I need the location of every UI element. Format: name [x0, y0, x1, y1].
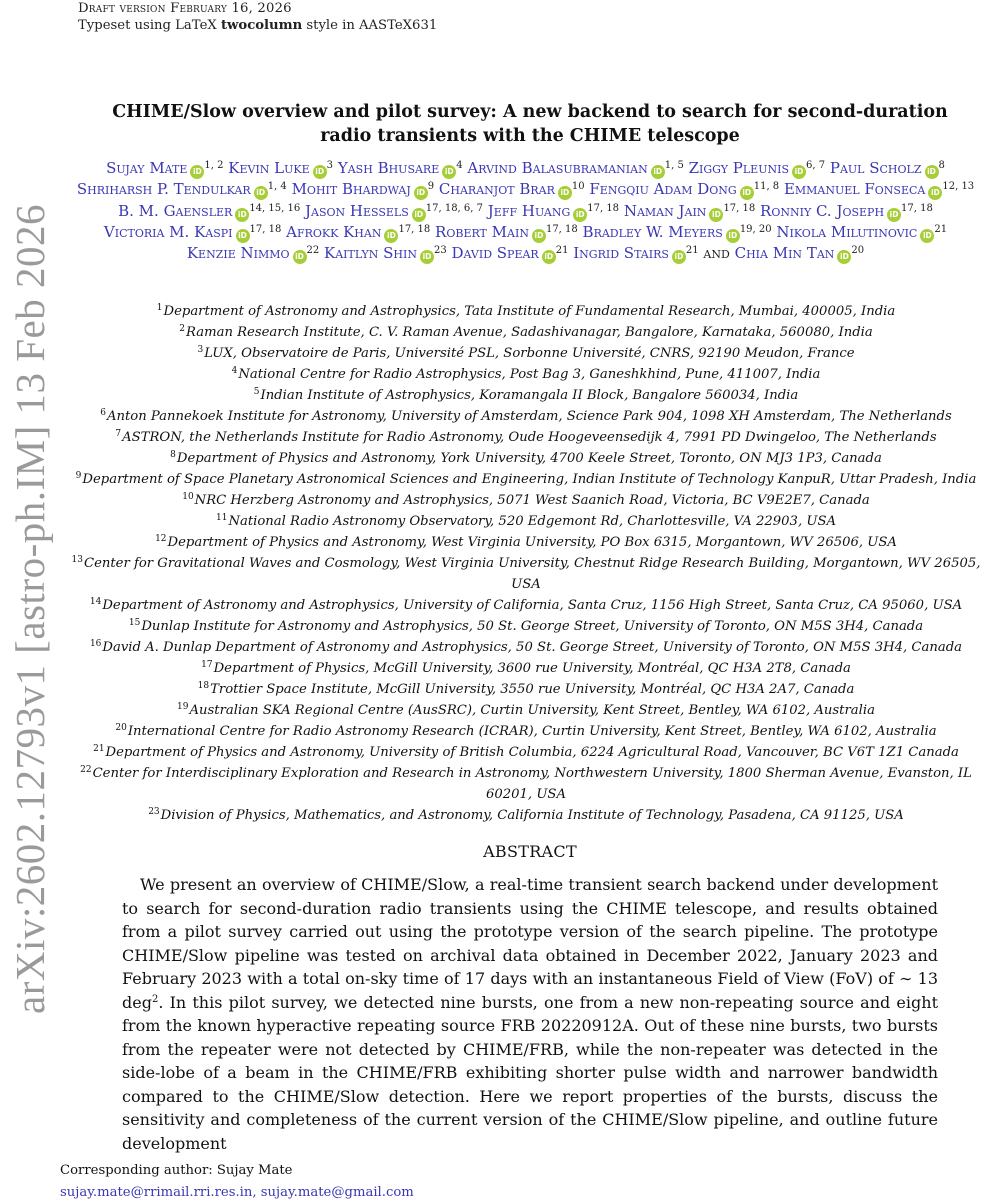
affiliation-text: Indian Institute of Astrophysics, Koramangala II Block, Bangalore 560034, India: [260, 388, 799, 403]
author-name[interactable]: Chia Min Tan: [734, 244, 835, 263]
author-affil-numbers: 8: [938, 160, 945, 171]
orcid-icon[interactable]: iD: [726, 229, 740, 243]
affiliation: [60, 721, 992, 742]
orcid-icon[interactable]: iD: [558, 186, 572, 200]
author[interactable]: [228, 159, 333, 177]
author[interactable]: [104, 223, 281, 241]
author-affil-numbers: 19, 20: [739, 223, 772, 235]
affiliation: [60, 805, 992, 826]
author[interactable]: [305, 202, 483, 220]
footnote: [60, 1160, 414, 1204]
affiliation-text: Dunlap Institute for Astronomy and Astrophysics, 50 St. George Street, University of Toronto, ON M5S 3H4, Canada: [141, 619, 924, 634]
orcid-icon[interactable]: iD: [837, 250, 851, 264]
affiliation-number: 2: [179, 324, 185, 334]
affiliation-number: 12: [155, 534, 167, 544]
orcid-icon[interactable]: iD: [442, 165, 456, 179]
author-name[interactable]: Jason Hessels: [304, 201, 409, 220]
affiliation-list: [60, 301, 992, 826]
author-affil-numbers: 12, 13: [942, 181, 975, 193]
author-name[interactable]: Sujay Mate: [106, 159, 188, 177]
affiliation-number: 9: [75, 471, 82, 481]
affiliation: [60, 532, 992, 553]
author-affil-numbers: 17, 18: [723, 202, 756, 214]
affiliation: [60, 763, 992, 805]
affiliation: [60, 427, 992, 448]
orcid-icon[interactable]: iD: [313, 165, 327, 179]
author-name[interactable]: Ingrid Stairs: [573, 244, 669, 263]
affiliation: [60, 301, 992, 322]
affiliation-text: Department of Physics and Astronomy, West Virginia University, PO Box 6315, Morgantown, WV 26506, USA: [167, 535, 897, 550]
author-name[interactable]: Mohit Bhardwaj: [291, 180, 411, 199]
abstract-superscript: 2: [151, 993, 159, 1005]
author-name[interactable]: Paul Scholz: [829, 159, 922, 177]
typeset-prefix: Typeset using: [78, 18, 176, 33]
author[interactable]: [488, 202, 619, 220]
paper-title: CHIME/Slow overview and pilot survey: A new backend to search for second-duration radio transients with the CHIME telescope: [112, 102, 948, 146]
author-name[interactable]: Robert Main: [435, 222, 529, 241]
arxiv-stamp-text[interactable]: arXiv:2602.12793v1 [astro-ph.IM] 13 Feb 2026: [7, 203, 53, 1014]
affiliation-text: David A. Dunlap Department of Astronomy and Astrophysics, 50 St. George Street, University of Toronto, ON M5S 3H4, Canada: [102, 640, 963, 655]
affiliation: [60, 553, 992, 595]
affiliation-text: National Radio Astronomy Observatory, 520 Edgemont Rd, Charlottesville, VA 22903, USA: [228, 514, 837, 529]
author[interactable]: [77, 180, 287, 198]
affiliation-text: Department of Astronomy and Astrophysics, University of California, Santa Cruz, 1156 High Street, Santa Cruz, CA 95060, USA: [102, 598, 963, 613]
author-affil-numbers: 11, 8: [753, 181, 780, 193]
author-affil-numbers: 17, 18: [249, 223, 282, 235]
orcid-icon[interactable]: iD: [235, 208, 249, 222]
author[interactable]: [830, 159, 945, 177]
affiliation: [60, 469, 992, 490]
author-name[interactable]: Emmanuel Fonseca: [783, 180, 926, 199]
author-affil-numbers: 17, 18, 6, 7: [425, 202, 483, 214]
orcid-icon[interactable]: iD: [887, 208, 901, 222]
author-affil-numbers: 6, 7: [805, 160, 826, 171]
orcid-icon[interactable]: iD: [542, 250, 556, 264]
affiliation-text: NRC Herzberg Astronomy and Astrophysics, 5071 West Saanich Road, Victoria, BC V9E2E7, Canada: [194, 493, 870, 508]
affiliation-number: 16: [89, 639, 102, 649]
author-name[interactable]: Kevin Luke: [228, 159, 310, 177]
author-name[interactable]: Arvind Balasubramanian: [467, 159, 648, 177]
affiliation-text: Department of Astronomy and Astrophysics, Tata Institute of Fundamental Research, Mumbai, 400005, India: [163, 304, 896, 319]
author[interactable]: [286, 223, 430, 241]
typeset-bold: twocolumn: [220, 18, 303, 33]
author-affil-numbers: 1, 2: [204, 160, 224, 171]
author-name[interactable]: David Spear: [451, 244, 539, 263]
author[interactable]: [118, 202, 300, 220]
affiliation: [60, 448, 992, 469]
latex-word: LaTeX: [175, 18, 217, 33]
affiliation-text: Center for Interdisciplinary Exploration and Research in Astronomy, Northwestern University, 1800 Sherman Avenue, Evanston, IL 60201, USA: [92, 766, 972, 802]
abstract-heading: ABSTRACT: [483, 842, 577, 861]
affiliation-text: Division of Physics, Mathematics, and Astronomy, California Institute of Technology, Pasadena, CA 91125, USA: [160, 808, 904, 823]
author[interactable]: [292, 180, 435, 198]
author[interactable]: [324, 244, 447, 262]
affiliation-number: 10: [182, 492, 194, 502]
author[interactable]: [583, 223, 772, 241]
affiliation-number: 22: [80, 765, 92, 775]
affiliation: [60, 322, 992, 343]
author-name[interactable]: Ziggy Pleunis: [688, 159, 789, 177]
author-affil-numbers: 3: [326, 160, 334, 171]
affiliation-text: Australian SKA Regional Centre (AusSRC), Curtin University, Kent Street, Bentley, WA 6102, Australia: [189, 703, 875, 718]
affiliation-number: 4: [231, 366, 238, 376]
affiliation-text: International Centre for Radio Astronomy Research (ICRAR), Curtin University, Kent Street, Bentley, WA 6102, Australia: [127, 724, 937, 739]
orcid-icon[interactable]: iD: [925, 165, 939, 179]
affiliation: [60, 658, 992, 679]
author[interactable]: [689, 159, 825, 177]
abstract-text-2: . In this pilot survey, we detected nine bursts, one from a new non-repeating source and eight from the known hyperactive repeating source FRB 20220912A. Out of these nine bursts, two bursts from the repeater were not detected by CHIME/FRB, while the non-repeater was detected in the side-lobe of a beam in the CHIME/FRB exhibiting shorter pulse width and narrower bandwidth compared to the CHIME/Slow detection. Here we report properties of the bursts, discuss the sensitivity and completeness of the current version of the CHIME/Slow pipeline, and outline future development: [122, 992, 938, 1153]
author[interactable]: [589, 180, 779, 198]
author-name[interactable]: Bradley W. Meyers: [582, 222, 723, 241]
affiliation: [60, 616, 992, 637]
author[interactable]: [573, 244, 698, 262]
author-affil-numbers: 10: [571, 181, 585, 193]
orcid-icon[interactable]: iD: [190, 165, 204, 179]
author-affil-numbers: 21: [685, 245, 699, 257]
author-list: [58, 158, 993, 264]
orcid-icon[interactable]: iD: [792, 165, 806, 179]
orcid-icon[interactable]: iD: [414, 186, 428, 200]
abstract-text-1: We present an overview of CHIME/Slow, a real-time transient search backend under development to search for second-duration radio transients using the CHIME telescope, and results obtained from a pilot survey carried out using the prototype version of the search pipeline. The prototype CHIME/Slow pipeline was tested on archival data obtained in December 2022, January 2023 and February 2023 with a total on-sky time of 17 days with an instantaneous Field of View (FoV) of ∼ 13 deg: [122, 875, 938, 1012]
corresponding-author: Corresponding author: Sujay Mate: [60, 1163, 293, 1178]
author[interactable]: [451, 244, 568, 262]
typeset-suffix: style in AASTeX631: [302, 18, 438, 33]
author[interactable]: [624, 202, 755, 220]
affiliation-number: 20: [115, 723, 127, 733]
affiliation: [60, 511, 992, 532]
author-affil-numbers: 22: [306, 245, 320, 257]
affiliation-number: 3: [197, 345, 204, 355]
orcid-icon[interactable]: iD: [384, 229, 398, 243]
author-name[interactable]: Kenzie Nimmo: [186, 244, 290, 263]
affiliation: [60, 406, 992, 427]
affiliation-number: 14: [89, 597, 102, 607]
affiliation: [60, 343, 992, 364]
author[interactable]: [106, 159, 223, 177]
orcid-icon[interactable]: iD: [709, 208, 723, 222]
author-name[interactable]: Naman Jain: [623, 201, 707, 220]
author-name[interactable]: Charanjot Brar: [438, 180, 555, 199]
affiliation-number: 1: [156, 303, 163, 313]
affiliation: [60, 679, 992, 700]
author[interactable]: [187, 244, 319, 262]
affiliation-text: Department of Physics and Astronomy, University of British Columbia, 6224 Agricultural Road, Vancouver, BC V6T 1Z1 Canada: [105, 745, 959, 760]
affiliation-number: 17: [201, 660, 213, 670]
author-affil-numbers: 23: [433, 245, 447, 257]
author-affil-numbers: 1, 5: [664, 160, 684, 171]
affiliation-number: 11: [215, 513, 228, 523]
affiliation-number: 18: [197, 681, 210, 691]
abstract-body: [122, 873, 938, 1155]
author-affil-numbers: 4: [456, 160, 463, 171]
author-affil-numbers: 1, 4: [267, 181, 287, 193]
author[interactable]: [435, 223, 578, 241]
affiliation: [60, 700, 992, 721]
affiliation: [60, 742, 992, 763]
affiliation-text: Raman Research Institute, C. V. Raman Avenue, Sadashivanagar, Bangalore, Karnataka, 560080, India: [185, 325, 873, 340]
author-name[interactable]: B. M. Gaensler: [118, 201, 233, 220]
typeset-line: [78, 17, 437, 34]
affiliation-number: 23: [148, 807, 160, 817]
affiliation-number: 5: [253, 387, 260, 397]
affiliation-text: Department of Physics, McGill University, 3600 rue University, Montréal, QC H3A 2T8, Canada: [213, 661, 851, 676]
orcid-icon[interactable]: iD: [920, 229, 934, 243]
page-header: [78, 0, 437, 34]
affiliation: [60, 385, 992, 406]
author[interactable]: [776, 223, 947, 241]
orcid-icon[interactable]: iD: [740, 186, 754, 200]
affiliation-number: 13: [71, 555, 83, 565]
orcid-icon[interactable]: iD: [236, 229, 250, 243]
author[interactable]: [439, 180, 585, 198]
orcid-icon[interactable]: iD: [420, 250, 434, 264]
affiliation-text: National Centre for Radio Astrophysics, Post Bag 3, Ganeshkhind, Pune, 411007, India: [238, 367, 821, 382]
author[interactable]: [784, 180, 974, 198]
affiliation-text: LUX, Observatoire de Paris, Université PSL, Sorbonne Université, CNRS, 92190 Meudon, France: [204, 346, 855, 361]
affiliation-number: 21: [93, 744, 105, 754]
affiliation-text: ASTRON, the Netherlands Institute for Radio Astronomy, Oude Hoogeveensedijk 4, 7991 PD Dwingeloo, The Netherlands: [122, 430, 937, 445]
author-name[interactable]: Jeff Huang: [487, 201, 571, 220]
author[interactable]: [760, 202, 933, 220]
author-name[interactable]: Shriharsh P. Tendulkar: [76, 180, 251, 199]
orcid-icon[interactable]: iD: [651, 165, 665, 179]
affiliation-text: Trottier Space Institute, McGill University, 3550 rue University, Montréal, QC H3A 2A7, Canada: [210, 682, 855, 697]
orcid-icon[interactable]: iD: [412, 208, 426, 222]
and-conjunction: and: [703, 244, 730, 263]
affiliation: [60, 637, 992, 658]
author-affil-numbers: 20: [851, 245, 865, 257]
author-emails[interactable]: sujay.mate@rrimail.rri.res.in, sujay.mate@gmail.com: [60, 1185, 414, 1200]
author-affil-numbers: 9: [427, 181, 435, 193]
author-name[interactable]: Ronniy C. Joseph: [760, 201, 885, 220]
author-affil-numbers: 17, 18: [587, 202, 620, 214]
author-name[interactable]: Victoria M. Kaspi: [103, 222, 233, 241]
author-name[interactable]: Fengqiu Adam Dong: [589, 180, 737, 199]
orcid-icon[interactable]: iD: [573, 208, 587, 222]
author-name[interactable]: Nikola Milutinovic: [776, 222, 918, 241]
author-affil-numbers: 21: [555, 245, 569, 257]
orcid-icon[interactable]: iD: [293, 250, 307, 264]
affiliation: [60, 364, 992, 385]
author-affil-numbers: 17, 18: [398, 223, 431, 235]
orcid-icon[interactable]: iD: [254, 186, 268, 200]
affiliation-number: 15: [128, 618, 141, 628]
author[interactable]: [338, 159, 463, 177]
author-affil-numbers: 17, 18: [545, 223, 578, 235]
orcid-icon[interactable]: iD: [672, 250, 686, 264]
affiliation-text: Department of Physics and Astronomy, York University, 4700 Keele Street, Toronto, ON MJ3 1P3, Canada: [176, 451, 882, 466]
author-name[interactable]: Kaitlyn Shin: [324, 244, 417, 263]
author-affil-numbers: 17, 18: [901, 202, 933, 214]
orcid-icon[interactable]: iD: [532, 229, 546, 243]
affiliation-text: Center for Gravitational Waves and Cosmology, West Virginia University, Chestnut Ridge Research Building, Morgantown, WV 26505, USA: [84, 556, 981, 592]
affiliation-text: Anton Pannekoek Institute for Astronomy, University of Amsterdam, Science Park 904, 1098 XH Amsterdam, The Netherlands: [106, 409, 952, 424]
arxiv-stamp[interactable]: [4, 203, 56, 1014]
author[interactable]: [467, 159, 683, 177]
author-affil-numbers: 14, 15, 16: [249, 202, 301, 214]
affiliation: [60, 490, 992, 511]
affiliation-number: 6: [100, 408, 106, 418]
author-name[interactable]: Afrokk Khan: [286, 222, 382, 241]
affiliation-number: 7: [115, 429, 122, 439]
author-name[interactable]: Yash Bhusare: [337, 159, 440, 177]
affiliation-number: 19: [177, 702, 189, 712]
affiliation-text: Department of Space Planetary Astronomical Sciences and Engineering, Indian Institute of Technology KanpuR, Uttar Pradesh, India: [82, 472, 977, 487]
orcid-icon[interactable]: iD: [928, 186, 942, 200]
author-affil-numbers: 21: [934, 223, 948, 235]
author[interactable]: [735, 244, 865, 262]
affiliation-number: 8: [170, 450, 176, 460]
affiliation: [60, 595, 992, 616]
draft-line: Draft version February 16, 2026: [78, 1, 292, 16]
